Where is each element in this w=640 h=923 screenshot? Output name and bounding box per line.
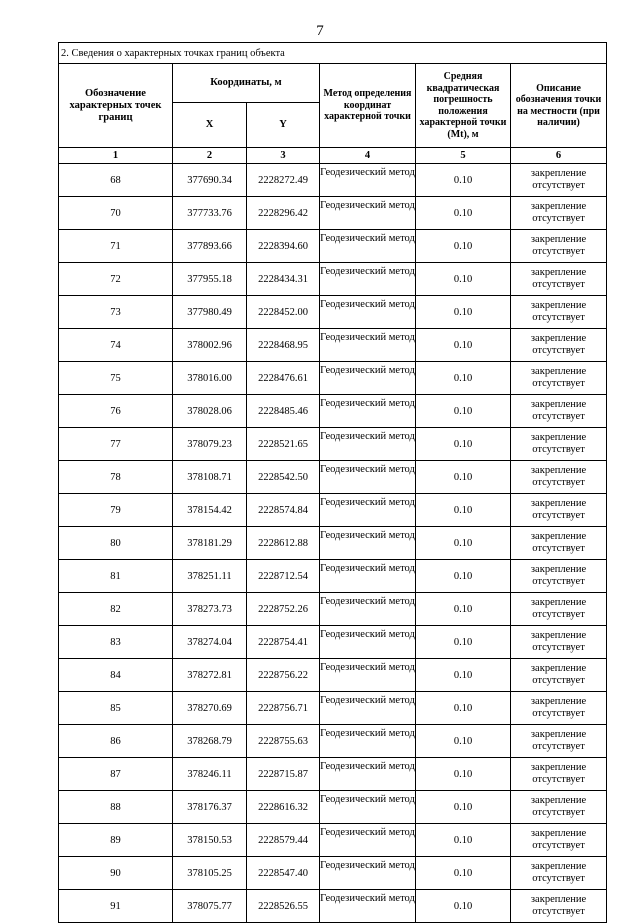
cell-description: закрепление отсутствует: [511, 527, 607, 560]
cell-x: 378028.06: [173, 395, 247, 428]
column-number: 5: [416, 148, 511, 164]
cell-point: 83: [59, 626, 173, 659]
header-coordinates: Координаты, м: [173, 64, 320, 103]
cell-y: 2228521.65: [247, 428, 320, 461]
cell-description: закрепление отсутствует: [511, 626, 607, 659]
cell-error: 0.10: [416, 659, 511, 692]
cell-error: 0.10: [416, 692, 511, 725]
cell-y: 2228485.46: [247, 395, 320, 428]
cell-description: закрепление отсутствует: [511, 164, 607, 197]
cell-description: закрепление отсутствует: [511, 659, 607, 692]
page-number: 7: [316, 23, 324, 39]
table-row: [59, 197, 607, 230]
cell-point: 71: [59, 230, 173, 263]
cell-y: 2228755.63: [247, 725, 320, 758]
cell-point: 79: [59, 494, 173, 527]
cell-point: 85: [59, 692, 173, 725]
cell-description: закрепление отсутствует: [511, 428, 607, 461]
cell-x: 377955.18: [173, 263, 247, 296]
cell-error: 0.10: [416, 395, 511, 428]
cell-y: 2228756.71: [247, 692, 320, 725]
cell-method: Геодезический метод: [320, 692, 416, 725]
cell-point: 90: [59, 857, 173, 890]
cell-y: 2228579.44: [247, 824, 320, 857]
table-row: [59, 824, 607, 857]
cell-x: 378268.79: [173, 725, 247, 758]
cell-point: 89: [59, 824, 173, 857]
cell-y: 2228452.00: [247, 296, 320, 329]
cell-description: закрепление отсутствует: [511, 560, 607, 593]
table-row: [59, 164, 607, 197]
cell-y: 2228756.22: [247, 659, 320, 692]
table-row: [59, 527, 607, 560]
cell-x: 378016.00: [173, 362, 247, 395]
cell-method: Геодезический метод: [320, 758, 416, 791]
cell-error: 0.10: [416, 791, 511, 824]
cell-description: закрепление отсутствует: [511, 461, 607, 494]
cell-x: 378108.71: [173, 461, 247, 494]
cell-y: 2228394.60: [247, 230, 320, 263]
column-number: 4: [320, 148, 416, 164]
cell-error: 0.10: [416, 626, 511, 659]
cell-point: 81: [59, 560, 173, 593]
cell-description: закрепление отсутствует: [511, 230, 607, 263]
cell-error: 0.10: [416, 527, 511, 560]
cell-point: 86: [59, 725, 173, 758]
cell-y: 2228715.87: [247, 758, 320, 791]
cell-x: 378272.81: [173, 659, 247, 692]
table-row: [59, 362, 607, 395]
cell-method: Геодезический метод: [320, 626, 416, 659]
cell-point: 82: [59, 593, 173, 626]
cell-method: Геодезический метод: [320, 428, 416, 461]
cell-method: Геодезический метод: [320, 890, 416, 923]
cell-description: закрепление отсутствует: [511, 593, 607, 626]
table-row: [59, 593, 607, 626]
cell-point: 88: [59, 791, 173, 824]
cell-description: закрепление отсутствует: [511, 692, 607, 725]
cell-description: закрепление отсутствует: [511, 197, 607, 230]
cell-x: 377690.34: [173, 164, 247, 197]
cell-x: 378079.23: [173, 428, 247, 461]
cell-x: 378274.04: [173, 626, 247, 659]
cell-x: 378075.77: [173, 890, 247, 923]
cell-method: Геодезический метод: [320, 263, 416, 296]
table-row: [59, 461, 607, 494]
cell-description: закрепление отсутствует: [511, 791, 607, 824]
cell-method: Геодезический метод: [320, 560, 416, 593]
cell-method: Геодезический метод: [320, 725, 416, 758]
cell-x: 377733.76: [173, 197, 247, 230]
table-row: [59, 791, 607, 824]
cell-method: Геодезический метод: [320, 593, 416, 626]
cell-y: 2228272.49: [247, 164, 320, 197]
cell-description: закрепление отсутствует: [511, 824, 607, 857]
cell-method: Геодезический метод: [320, 362, 416, 395]
cell-y: 2228712.54: [247, 560, 320, 593]
table-row: [59, 626, 607, 659]
table-row: [59, 692, 607, 725]
header-method: Метод определения координат характерной точки: [320, 64, 416, 148]
cell-x: 378150.53: [173, 824, 247, 857]
cell-description: закрепление отсутствует: [511, 890, 607, 923]
cell-point: 68: [59, 164, 173, 197]
cell-description: закрепление отсутствует: [511, 395, 607, 428]
cell-y: 2228612.88: [247, 527, 320, 560]
cell-y: 2228526.55: [247, 890, 320, 923]
cell-description: закрепление отсутствует: [511, 329, 607, 362]
cell-error: 0.10: [416, 263, 511, 296]
cell-point: 75: [59, 362, 173, 395]
cell-y: 2228752.26: [247, 593, 320, 626]
cell-description: закрепление отсутствует: [511, 296, 607, 329]
table-row: [59, 395, 607, 428]
cell-error: 0.10: [416, 593, 511, 626]
column-number: 1: [59, 148, 173, 164]
cell-y: 2228574.84: [247, 494, 320, 527]
cell-point: 73: [59, 296, 173, 329]
cell-x: 377980.49: [173, 296, 247, 329]
cell-point: 72: [59, 263, 173, 296]
cell-method: Геодезический метод: [320, 395, 416, 428]
cell-description: закрепление отсутствует: [511, 758, 607, 791]
cell-method: Геодезический метод: [320, 857, 416, 890]
cell-y: 2228468.95: [247, 329, 320, 362]
cell-y: 2228754.41: [247, 626, 320, 659]
header-error: Средняя квадратическая погрешность положения характерной точки (Mt), м: [416, 64, 511, 148]
cell-method: Геодезический метод: [320, 230, 416, 263]
cell-point: 91: [59, 890, 173, 923]
cell-x: 378176.37: [173, 791, 247, 824]
table-row: [59, 329, 607, 362]
cell-error: 0.10: [416, 857, 511, 890]
cell-y: 2228434.31: [247, 263, 320, 296]
table-row: [59, 263, 607, 296]
cell-error: 0.10: [416, 428, 511, 461]
cell-x: 378273.73: [173, 593, 247, 626]
cell-error: 0.10: [416, 329, 511, 362]
cell-point: 80: [59, 527, 173, 560]
header-x: X: [173, 103, 247, 148]
cell-point: 84: [59, 659, 173, 692]
cell-method: Геодезический метод: [320, 329, 416, 362]
table-row: [59, 758, 607, 791]
cell-description: закрепление отсутствует: [511, 362, 607, 395]
cell-x: 378181.29: [173, 527, 247, 560]
cell-error: 0.10: [416, 461, 511, 494]
section-title: 2. Сведения о характерных точках границ объекта: [59, 43, 607, 64]
cell-method: Геодезический метод: [320, 527, 416, 560]
cell-y: 2228616.32: [247, 791, 320, 824]
cell-error: 0.10: [416, 230, 511, 263]
table-row: [59, 494, 607, 527]
cell-x: 378154.42: [173, 494, 247, 527]
cell-y: 2228542.50: [247, 461, 320, 494]
header-description: Описание обозначения точки на местности (при наличии): [511, 64, 607, 148]
cell-x: 378270.69: [173, 692, 247, 725]
cell-method: Геодезический метод: [320, 461, 416, 494]
cell-point: 76: [59, 395, 173, 428]
cell-y: 2228547.40: [247, 857, 320, 890]
cell-method: Геодезический метод: [320, 659, 416, 692]
cell-error: 0.10: [416, 824, 511, 857]
table-row: [59, 428, 607, 461]
table-row: [59, 659, 607, 692]
cell-method: Геодезический метод: [320, 791, 416, 824]
cell-point: 78: [59, 461, 173, 494]
cell-error: 0.10: [416, 164, 511, 197]
column-number: 3: [247, 148, 320, 164]
cell-description: закрепление отсутствует: [511, 725, 607, 758]
table-row: [59, 296, 607, 329]
cell-description: закрепление отсутствует: [511, 494, 607, 527]
cell-method: Геодезический метод: [320, 296, 416, 329]
cell-point: 74: [59, 329, 173, 362]
cell-method: Геодезический метод: [320, 197, 416, 230]
cell-point: 70: [59, 197, 173, 230]
cell-point: 77: [59, 428, 173, 461]
cell-error: 0.10: [416, 296, 511, 329]
column-number: 2: [173, 148, 247, 164]
cell-x: 378251.11: [173, 560, 247, 593]
cell-method: Геодезический метод: [320, 824, 416, 857]
table-row: [59, 230, 607, 263]
table-row: [59, 857, 607, 890]
cell-error: 0.10: [416, 197, 511, 230]
cell-method: Геодезический метод: [320, 494, 416, 527]
table-row: [59, 560, 607, 593]
cell-x: 378246.11: [173, 758, 247, 791]
cell-error: 0.10: [416, 560, 511, 593]
cell-y: 2228476.61: [247, 362, 320, 395]
cell-error: 0.10: [416, 725, 511, 758]
table-row: [59, 890, 607, 923]
boundary-points-table: [58, 42, 607, 923]
cell-point: 87: [59, 758, 173, 791]
cell-method: Геодезический метод: [320, 164, 416, 197]
cell-x: 378002.96: [173, 329, 247, 362]
column-number: 6: [511, 148, 607, 164]
cell-error: 0.10: [416, 890, 511, 923]
header-y: Y: [247, 103, 320, 148]
cell-error: 0.10: [416, 758, 511, 791]
cell-description: закрепление отсутствует: [511, 857, 607, 890]
cell-error: 0.10: [416, 494, 511, 527]
table-row: [59, 725, 607, 758]
header-point: Обозначение характерных точек границ: [59, 64, 173, 148]
cell-x: 377893.66: [173, 230, 247, 263]
cell-description: закрепление отсутствует: [511, 263, 607, 296]
cell-error: 0.10: [416, 362, 511, 395]
cell-x: 378105.25: [173, 857, 247, 890]
cell-y: 2228296.42: [247, 197, 320, 230]
